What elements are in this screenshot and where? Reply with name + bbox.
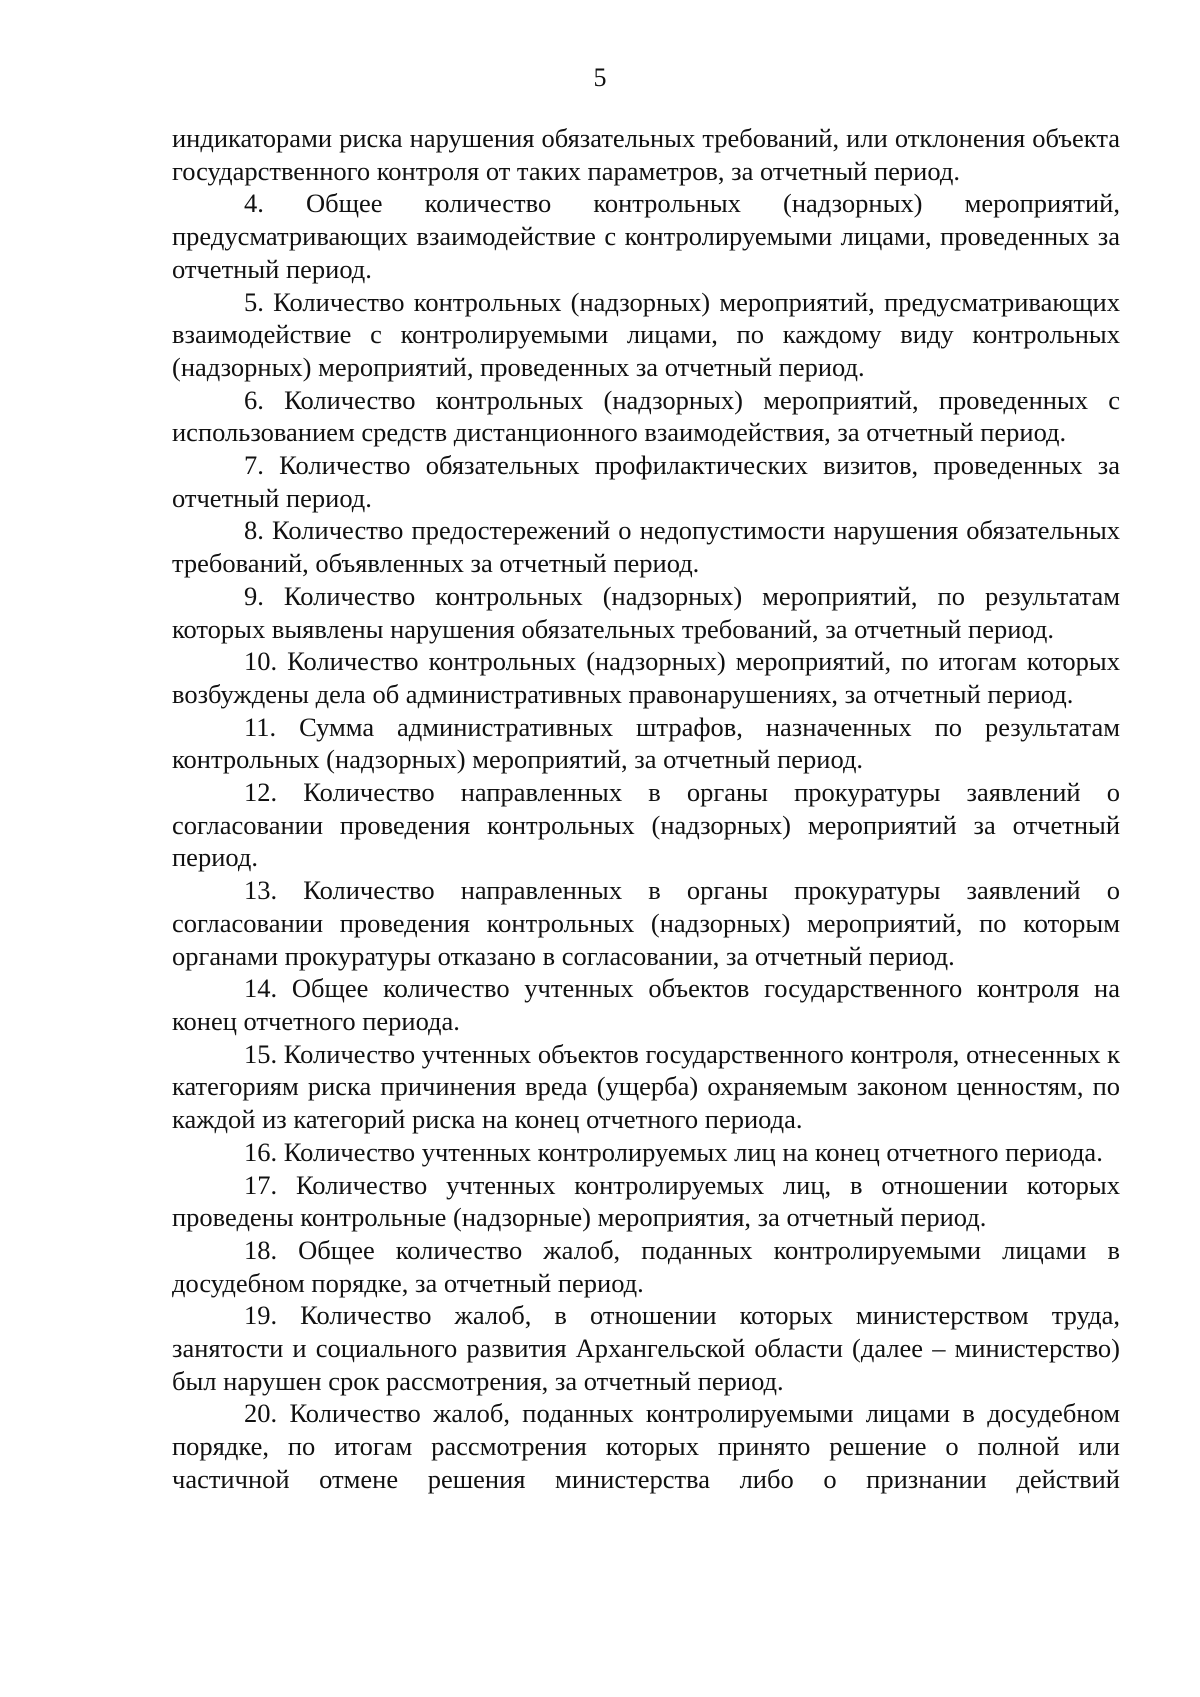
paragraph-item-7: 7. Количество обязательных профилактических визитов, проведенных за отчетный период. xyxy=(172,450,1120,513)
paragraph-item-6: 6. Количество контрольных (надзорных) мероприятий, проведенных с использованием средств дистанционного взаимодействия, за отчетный период. xyxy=(172,384,1120,448)
paragraph-item-5: 5. Количество контрольных (надзорных) мероприятий, предусматривающих взаимодействие с контролируемыми лицами, по каждому виду контрольных (надзорных) мероприятий, проведенных за отчетный период. xyxy=(172,286,1120,382)
page-number: 5 xyxy=(593,63,607,92)
paragraph-item-11: 11. Сумма административных штрафов, назначенных по результатам контрольных (надзорных) мероприятий, за отчетный период. xyxy=(172,711,1120,775)
paragraph-item-13: 13. Количество направленных в органы прокуратуры заявлений о согласовании проведения контрольных (надзорных) мероприятий, по которым органами прокуратуры отказано в согласовании, за отчетный период. xyxy=(172,875,1120,971)
paragraph-item-8: 8. Количество предостережений о недопустимости нарушения обязательных требований, объявленных за отчетный период. xyxy=(172,515,1120,579)
paragraph-item-9: 9. Количество контрольных (надзорных) мероприятий, по результатам которых выявлены нарушения обязательных требований, за отчетный период. xyxy=(172,580,1120,644)
paragraph-item-19: 19. Количество жалоб, в отношении которых министерством труда, занятости и социального развития Архангельской области (далее – министерство) был нарушен срок рассмотрения, за отчетный период. xyxy=(172,1300,1120,1396)
paragraph-continuation: индикаторами риска нарушения обязательных требований, или отклонения объекта государственного контроля от таких параметров, за отчетный период. xyxy=(172,123,1120,186)
paragraph-item-14: 14. Общее количество учтенных объектов государственного контроля на конец отчетного периода. xyxy=(172,973,1120,1036)
paragraph-item-10: 10. Количество контрольных (надзорных) мероприятий, по итогам которых возбуждены дела об административных правонарушениях, за отчетный период. xyxy=(172,646,1120,709)
paragraph-item-20: 20. Количество жалоб, поданных контролируемыми лицами в досудебном порядке, по итогам рассмотрения которых принято решение о полной или частичной отмене решения министерства либо о признании действий xyxy=(172,1398,1120,1494)
paragraph-item-17: 17. Количество учтенных контролируемых лиц, в отношении которых проведены контрольные (надзорные) мероприятия, за отчетный период. xyxy=(172,1169,1120,1233)
paragraph-item-4: 4. Общее количество контрольных (надзорных) мероприятий, предусматривающих взаимодействие с контролируемыми лицами, проведенных за отчетный период. xyxy=(172,188,1120,284)
paragraph-item-15: 15. Количество учтенных объектов государственного контроля, отнесенных к категориям риска причинения вреда (ущерба) охраняемым законом ценностям, по каждой из категорий риска на конец отчетного периода. xyxy=(172,1038,1120,1135)
document-body xyxy=(172,122,1120,1496)
paragraph-item-12: 12. Количество направленных в органы прокуратуры заявлений о согласовании проведения контрольных (надзорных) мероприятий за отчетный период. xyxy=(172,777,1120,873)
paragraph-item-16: 16. Количество учтенных контролируемых лиц на конец отчетного периода. xyxy=(244,1136,1103,1167)
paragraph-item-18: 18. Общее количество жалоб, поданных контролируемыми лицами в досудебном порядке, за отчетный период. xyxy=(172,1234,1120,1298)
